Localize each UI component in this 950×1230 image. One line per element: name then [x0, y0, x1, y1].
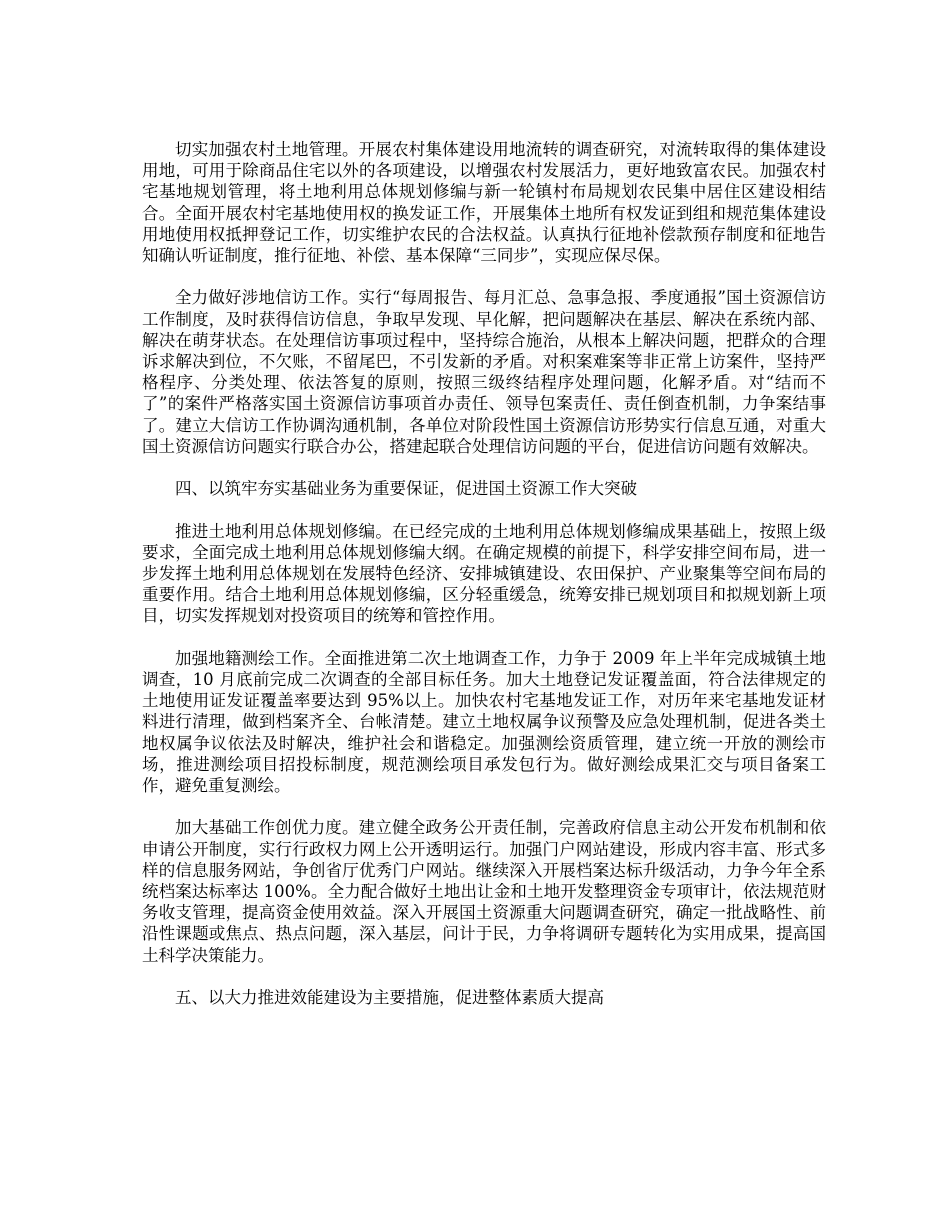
paragraph-basic-work-excellence: 加大基础工作创优力度。建立健全政务公开责任制，完善政府信息主动公开发布机制和依申请公开制度，实行行政权力网上公开透明运行。加强门户网站建设，形成内容丰富、形式多样的信息服务网站，争创省厅优秀门户网站。继续深入开展档案达标升级活动，力争今年全系统档案达标率达 100%。全力配合做好土地出让金和土地开发整理资金专项审计，依法规范财务收支管理，提高资金使用效益。深入开展国土资源重大问题调查研究，确定一批战略性、前沿性课题或焦点、热点问题，深入基层，问计于民，力争将调研专题转化为实用成果，提高国土科学决策能力。: [142, 818, 826, 965]
document-body: [142, 139, 826, 1029]
paragraph-petition-work: 全力做好涉地信访工作。实行“每周报告、每月汇总、急事急报、季度通报”国土资源信访工作制度，及时获得信访信息，争取早发现、早化解，把问题解决在基层、解决在系统内部、解决在萌芽状态。在处理信访事项过程中，坚持综合施治，从根本上解决问题，把群众的合理诉求解决到位，不欠账，不留尾巴，不引发新的矛盾。对积案难案等非正常上访案件，坚持严格程序、分类处理、依法答复的原则，按照三级终结程序处理问题，化解矛盾。对“结而不了”的案件严格落实国土资源信访事项首办责任、领导包案责任、责任倒查机制，力争案结事了。建立大信访工作协调沟通机制，各单位对阶段性国土资源信访形势实行信息互通，对重大国土资源信访问题实行联合办公，搭建起联合处理信访问题的平台，促进信访问题有效解决。: [142, 288, 826, 456]
paragraph-land-use-planning: 推进土地利用总体规划修编。在已经完成的土地利用总体规划修编成果基础上，按照上级要求，全面完成土地利用总体规划修编大纲。在确定规模的前提下，科学安排空间布局，进一步发挥土地利用总体规划在发展特色经济、安排城镇建设、农田保护、产业聚集等空间布局的重要作用。结合土地利用总体规划修编，区分轻重缓急，统筹安排已规划项目和拟规划新上项目，切实发挥规划对投资项目的统筹和管控作用。: [142, 521, 826, 626]
paragraph-cadastral-surveying: 加强地籍测绘工作。全面推进第二次土地调查工作，力争于 2009 年上半年完成城镇土地调查，10 月底前完成二次调查的全部目标任务。加大土地登记发证覆盖面，符合法律规定的土地使用证发证覆盖率要达到 95%以上。加快农村宅基地发证工作，对历年来宅基地发证材料进行清理，做到档案齐全、台帐清楚。建立土地权属争议预警及应急处理机制，促进各类土地权属争议依法及时解决，维护社会和谐稳定。加强测绘资质管理，建立统一开放的测绘市场，推进测绘项目招投标制度，规范测绘项目承发包行为。做好测绘成果汇交与项目备案工作，避免重复测绘。: [142, 648, 826, 796]
section-heading-4: 四、以筑牢夯实基础业务为重要保证，促进国土资源工作大突破: [175, 479, 637, 499]
section-heading-5: 五、以大力推进效能建设为主要措施，促进整体素质大提高: [175, 988, 604, 1008]
paragraph-rural-land-management: 切实加强农村土地管理。开展农村集体建设用地流转的调查研究，对流转取得的集体建设用地，可用于除商品住宅以外的各项建设，以增强农村发展活力，更好地致富农民。加强农村宅基地规划管理，将土地利用总体规划修编与新一轮镇村布局规划农民集中居住区建设相结合。全面开展农村宅基地使用权的换发证工作，开展集体土地所有权发证到组和规范集体建设用地使用权抵押登记工作，切实维护农民的合法权益。认真执行征地补偿款预存制度和征地告知确认听证制度，推行征地、补偿、基本保障“三同步”，实现应保尽保。: [142, 140, 826, 266]
